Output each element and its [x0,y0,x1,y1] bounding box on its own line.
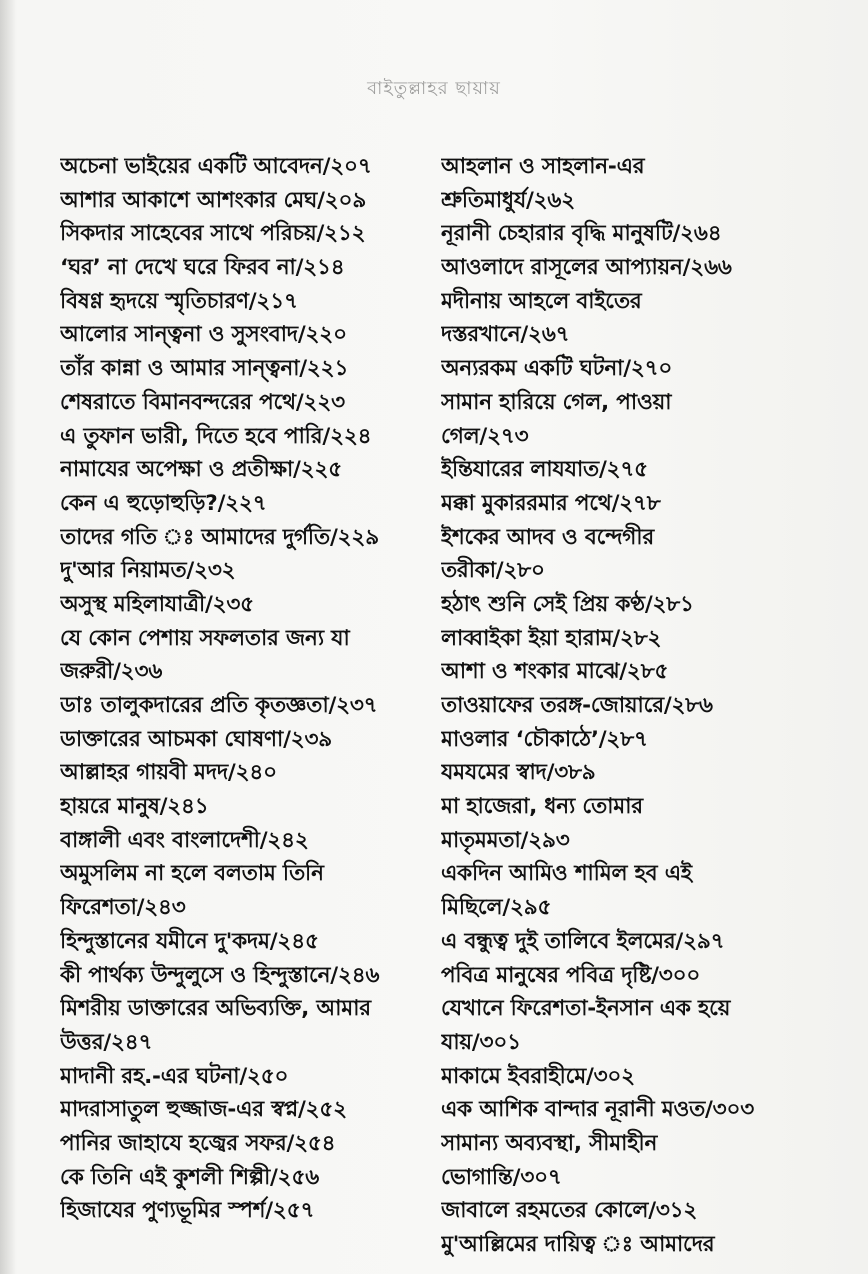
toc-entry: আশার আকাশে আশংকার মেঘ/২০৯ [60,187,367,213]
toc-entry: আহলান ও সাহলান-এর [441,154,645,179]
toc-entry: মাওলার ‘চৌকাঠে’/২৮৭ [441,726,648,752]
toc-entry: মিছিলে/২৯৫ [441,895,552,921]
spine-shadow [0,0,16,1274]
toc-entry: ‘ঘর’ না দেখে ঘরে ফিরব না/২১৪ [60,255,345,281]
toc-entry: নামাযের অপেক্ষা ও প্রতীক্ষা/২২৫ [60,457,343,483]
toc-entry: হঠাৎ শুনি সেই প্রিয় কণ্ঠ/২৮১ [441,591,694,617]
toc-entry: নূরানী চেহারার বৃদ্ধি মানুষটি/২৬৪ [441,221,722,247]
toc-entry: মাতৃমমতা/২৯৩ [441,827,570,853]
toc-entry: মাদরাসাতুল হুজ্জাজ-এর স্বপ্ন/২৫২ [60,1097,347,1123]
toc-entry: ইন্তিযারের লাযযাত/২৭৫ [441,457,648,483]
toc-entry: মক্কা মুকাররমার পথে/২৭৮ [441,490,661,516]
toc-entry: দু'আর নিয়ামত/২৩২ [60,558,236,584]
toc-entry: অসুস্থ মহিলাযাত্রী/২৩৫ [60,591,254,617]
toc-entry: পবিত্র মানুষের পবিত্র দৃষ্টি/৩০০ [441,962,701,988]
toc-entry: পানির জাহাযে হজ্বের সফর/২৫৪ [60,1130,336,1156]
toc-entry: কী পার্থক্য উন্দুলুসে ও হিন্দুস্তানে/২৪৬ [60,962,380,988]
toc-entry: মু'আল্লিমের দায়িত্ব ঃ আমাদের [441,1232,715,1257]
toc-entry: মাকামে ইবরাহীমে/৩০২ [441,1063,635,1089]
toc-entry: এক আশিক বান্দার নূরানী মওত/৩০৩ [441,1097,755,1123]
toc-entry: আশা ও শংকার মাঝে/২৮৫ [441,659,669,685]
toc-entry: কেন এ হুড়োহুড়ি?/২২৭ [60,490,267,516]
toc-entry: জরুরী/২৩৬ [60,659,163,685]
toc-right-column [441,150,861,1262]
toc-entry: তরীকা/২৮০ [441,558,545,584]
toc-entry: কে তিনি এই কুশলী শিল্পী/২৫৬ [60,1164,319,1190]
toc-entry: বিষণ্ণ হৃদয়ে স্মৃতিচারণ/২১৭ [60,288,298,314]
toc-entry: শ্রুতিমাধুর্য/২৬২ [441,187,575,213]
toc-entry: তাওয়াফের তরঙ্গ-জোয়ারে/২৮৬ [441,693,713,718]
toc-entry: মিশরীয় ডাক্তারের অভিব্যক্তি, আমার [60,996,371,1022]
toc-entry: সামান হারিয়ে গেল, পাওয়া [441,389,672,415]
toc-entry: তাঁর কান্না ও আমার সান্ত্বনা/২২১ [60,356,349,382]
toc-entry: বাঙ্গালী এবং বাংলাদেশী/২৪২ [60,827,309,853]
toc-entry: আল্লাহর গায়বী মদদ/২৪০ [60,760,277,786]
toc-entry: ডাক্তারের আচমকা ঘোষণা/২৩৯ [60,726,333,752]
running-head: বাইতুল্লাহর ছায়ায় [367,78,501,99]
toc-entry: হায়রে মানুষ/২৪১ [60,794,209,820]
toc-left-column [60,150,438,1228]
toc-entry: হিন্দুস্তানের যমীনে দু'কদম/২৪৫ [60,928,319,954]
toc-entry: শেষরাতে বিমানবন্দরের পথে/২২৩ [60,389,345,415]
toc-entry: মাদানী রহ.-এর ঘটনা/২৫০ [60,1063,289,1089]
toc-entry: লাব্বাইকা ইয়া হারাম/২৮২ [441,625,662,651]
toc-entry: অমুসলিম না হলে বলতাম তিনি [60,861,324,887]
toc-entry: উত্তর/২৪৭ [60,1029,153,1055]
toc-entry: ইশকের আদব ও বন্দেগীর [441,524,654,550]
toc-entry: মদীনায় আহলে বাইতের [441,288,642,314]
toc-entry: অন্যরকম একটি ঘটনা/২৭০ [441,356,673,382]
toc-entry: ডাঃ তালুকদারের প্রতি কৃতজ্ঞতা/২৩৭ [60,693,378,718]
toc-entry: সিকদার সাহেবের সাথে পরিচয়/২১২ [60,221,366,247]
toc-entry: যমযমের স্বাদ/৩৮৯ [441,760,596,786]
toc-entry: সামান্য অব্যবস্থা, সীমাহীন [441,1130,658,1156]
toc-entry: একদিন আমিও শামিল হব এই [441,861,692,887]
toc-entry: দস্তরখানে/২৬৭ [441,322,570,348]
toc-entry: আওলাদে রাসূলের আপ্যায়ন/২৬৬ [441,255,732,281]
toc-entry: যে কোন পেশায় সফলতার জন্য যা [60,625,350,651]
toc-entry: জাবালে রহমতের কোলে/৩১২ [441,1198,698,1224]
toc-entry: অচেনা ভাইয়ের একটি আবেদন/২০৭ [60,154,372,179]
toc-entry: এ বন্ধুত্ব দুই তালিবে ইলমের/২৯৭ [441,928,725,954]
toc-entry: যেখানে ফিরেশতা-ইনসান এক হয়ে [441,996,731,1022]
toc-entry: আলোর সান্ত্বনা ও সুসংবাদ/২২০ [60,322,347,348]
toc-entry: এ তুফান ভারী, দিতে হবে পারি/২২৪ [60,423,372,449]
toc-entry: গেল/২৭৩ [441,423,529,449]
toc-entry: হিজাযের পুণ্যভূমির স্পর্শ/২৫৭ [60,1198,315,1224]
toc-entry: যায়/৩০১ [441,1029,521,1055]
toc-entry: মা হাজেরা, ধন্য তোমার [441,794,643,820]
toc-entry: ভোগান্তি/৩০৭ [441,1164,562,1190]
toc-entry: ফিরেশতা/২৪৩ [60,895,186,921]
toc-entry: তাদের গতি ঃ আমাদের দুর্গতি/২২৯ [60,524,379,550]
